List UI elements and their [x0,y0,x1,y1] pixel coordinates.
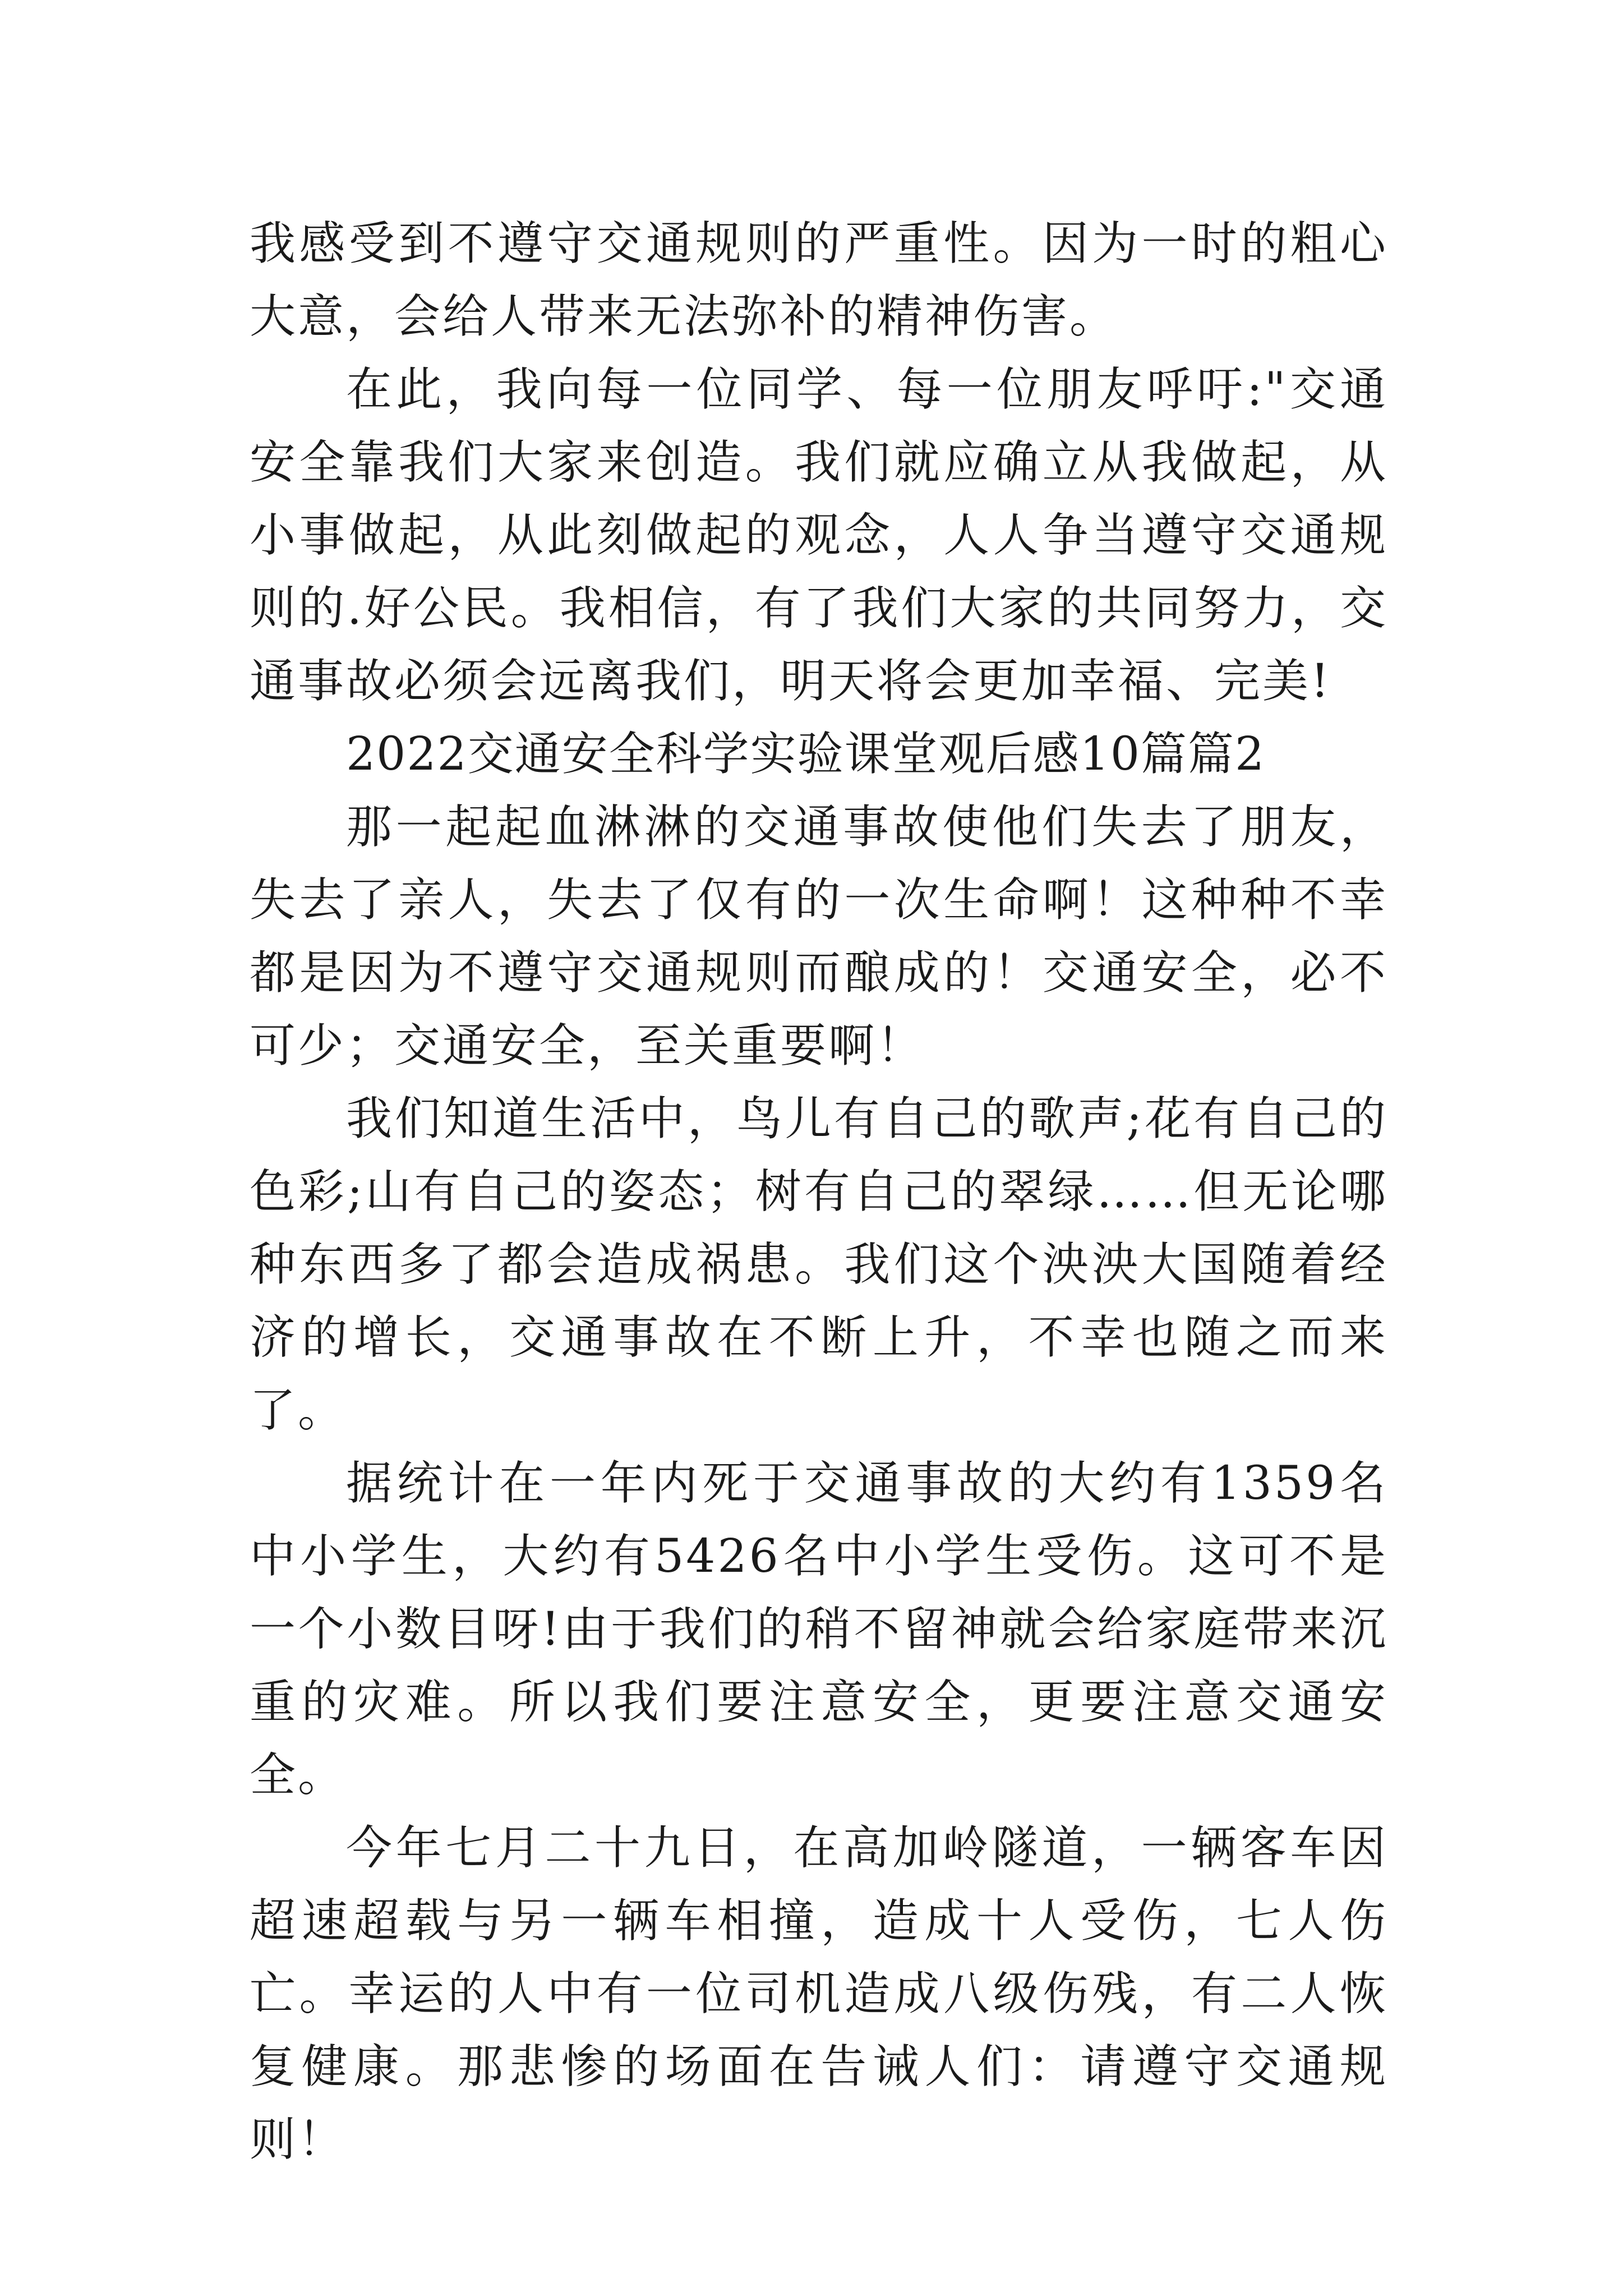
document-body [250,208,1388,2177]
paragraph-incident: 今年七月二十九日，在高加岭隧道，一辆客车因超速超载与另一辆车相撞，造成十人受伤，七人伤亡。幸运的人中有一位司机造成八级伤残，有二人恢复健康。那悲惨的场面在告诫人们：请遵守交通规则！ [250,1821,1388,2166]
paragraph-appeal: 在此，我向每一位同学、每一位朋友呼吁:"交通安全靠我们大家来创造。我们就应确立从我做起，从小事做起，从此刻做起的观念，人人争当遵守交通规则的.好公民。我相信，有了我们大家的共同努力，交通事故必须会远离我们，明天将会更加幸福、完美! [250,363,1388,708]
paragraph-statistics: 据统计在一年内死于交通事故的大约有1359名中小学生，大约有5426名中小学生受伤。这可不是一个小数目呀!由于我们的稍不留神就会给家庭带来沉重的灾难。所以我们要注意安全，更要注意交通安全。 [250,1457,1388,1802]
paragraph-accidents: 那一起起血淋淋的交通事故使他们失去了朋友，失去了亲人，失去了仅有的一次生命啊！这种种不幸都是因为不遵守交通规则而酿成的！交通安全，必不可少；交通安全，至关重要啊！ [250,800,1388,1073]
paragraph-continuation: 我感受到不遵守交通规则的严重性。因为一时的粗心大意，会给人带来无法弥补的精神伤害。 [250,217,1388,343]
section-heading: 2022交通安全科学实验课堂观后感10篇篇2 [346,728,1266,781]
paragraph-life: 我们知道生活中，鸟儿有自己的歌声;花有自己的色彩;山有自己的姿态；树有自己的翠绿……但无论哪种东西多了都会造成祸患。我们这个泱泱大国随着经济的增长，交通事故在不断上升，不幸也随之而来了。 [250,1092,1388,1437]
